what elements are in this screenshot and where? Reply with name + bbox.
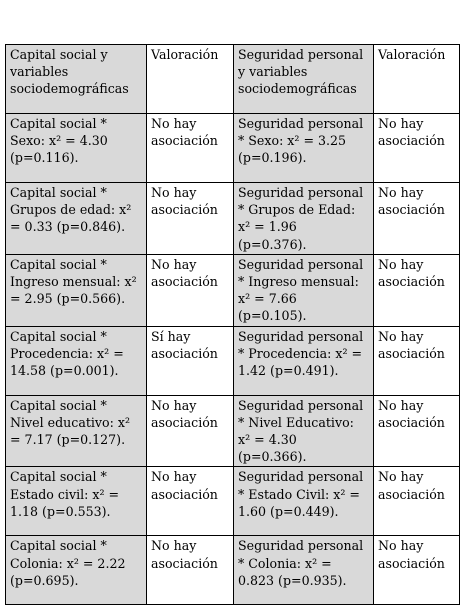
table-header-row [6,45,460,114]
table-row [6,395,460,467]
valoracion-cell: No hay asociación [147,536,234,605]
capital-social-cell: Capital social * Procedencia: x² = 14.58 (p=0.001). [6,326,147,395]
capital-social-cell: Capital social * Grupos de edad: x² = 0.33 (p=0.846). [6,183,147,255]
valoracion-cell: No hay asociación [374,114,460,183]
valoracion-cell: No hay asociación [374,183,460,255]
table-row [6,254,460,326]
seguridad-personal-cell: Seguridad personal * Colonia: x² = 0.823 (p=0.935). [234,536,374,605]
valoracion-cell: No hay asociación [374,254,460,326]
seguridad-personal-cell: Seguridad personal * Grupos de Edad: x² = 1.96 (p=0.376). [234,183,374,255]
valoracion-cell: No hay asociación [374,467,460,536]
seguridad-personal-cell: Seguridad personal * Estado Civil: x² = 1.60 (p=0.449). [234,467,374,536]
table-row [6,536,460,605]
valoracion-cell: No hay asociación [374,536,460,605]
seguridad-personal-cell: Seguridad personal * Sexo: x² = 3.25 (p=0.196). [234,114,374,183]
table-row [6,183,460,255]
seguridad-personal-cell: Seguridad personal * Nivel Educativo: x² = 4.30 (p=0.366). [234,395,374,467]
seguridad-personal-cell: Seguridad personal * Ingreso mensual: x² = 7.66 (p=0.105). [234,254,374,326]
seguridad-personal-cell: Seguridad personal * Procedencia: x² = 1.42 (p=0.491). [234,326,374,395]
capital-social-cell: Capital social * Colonia: x² = 2.22 (p=0.695). [6,536,147,605]
table-row [6,326,460,395]
valoracion-cell: No hay asociación [374,326,460,395]
valoracion-cell: No hay asociación [147,395,234,467]
table-row [6,114,460,183]
valoracion-cell: No hay asociación [147,183,234,255]
valoracion-cell: No hay asociación [147,467,234,536]
association-table [5,44,460,605]
header-seguridad-personal: Seguridad personal y variables sociodemográficas [234,45,374,114]
capital-social-cell: Capital social * Estado civil: x² = 1.18 (p=0.553). [6,467,147,536]
header-valoracion-2: Valoración [374,45,460,114]
valoracion-cell: Sí hay asociación [147,326,234,395]
association-table-container [5,44,459,605]
header-capital-social: Capital social y variables sociodemográficas [6,45,147,114]
capital-social-cell: Capital social * Nivel educativo: x² = 7.17 (p=0.127). [6,395,147,467]
capital-social-cell: Capital social * Sexo: x² = 4.30 (p=0.116). [6,114,147,183]
capital-social-cell: Capital social * Ingreso mensual: x² = 2.95 (p=0.566). [6,254,147,326]
valoracion-cell: No hay asociación [147,114,234,183]
valoracion-cell: No hay asociación [147,254,234,326]
valoracion-cell: No hay asociación [374,395,460,467]
header-valoracion-1: Valoración [147,45,234,114]
table-row [6,467,460,536]
